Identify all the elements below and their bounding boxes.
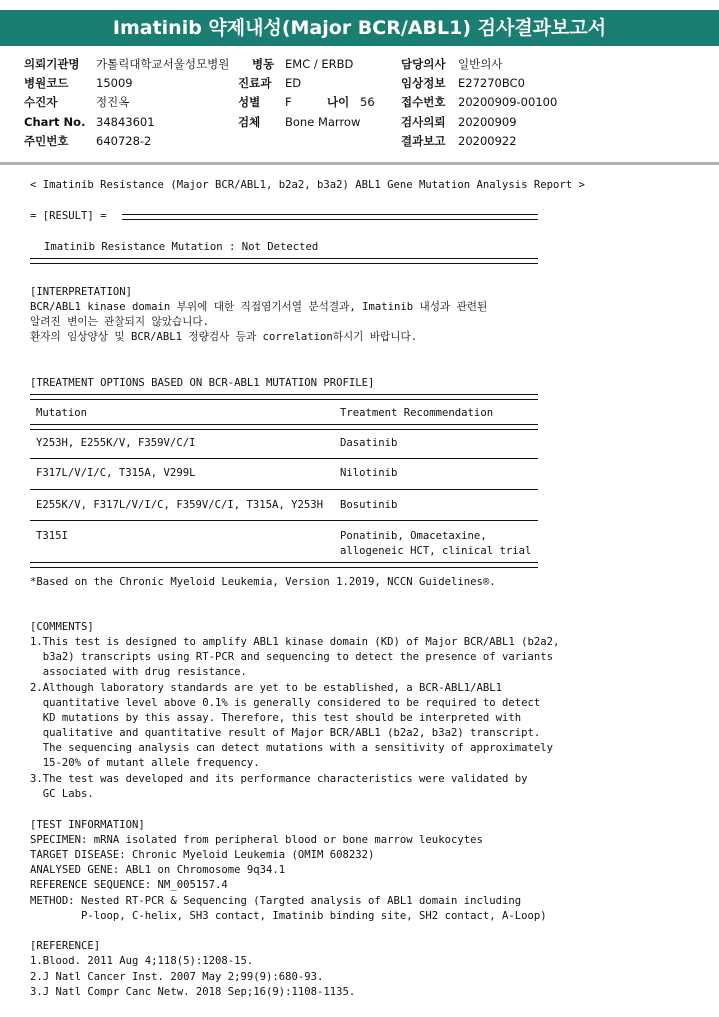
request-date-label: 검사의뢰	[401, 115, 446, 129]
ward-value: EMC / ERBD	[285, 57, 354, 71]
specimen-label: 검체	[238, 115, 261, 129]
sex-value: F	[285, 95, 292, 109]
table-row-mutation: E255K/V, F317L/V/I/C, F359V/C/I, T315A, Y253H	[36, 499, 324, 511]
table-top-rule	[30, 394, 538, 400]
report-title: Imatinib 약제내성(Major BCR/ABL1) 검사결과보고서	[0, 10, 719, 46]
table-row-treatment: Dasatinib	[340, 437, 398, 449]
institution-value: 가톨릭대학교서울성모병원	[96, 57, 230, 71]
table-header-mutation: Mutation	[36, 407, 88, 419]
department-label: 진료과	[238, 76, 272, 90]
test-info-line: METHOD: Nested RT-PCR & Sequencing (Targted analysis of ABL1 domain including	[30, 895, 522, 907]
report-date-label: 결과보고	[401, 134, 446, 148]
comment-line: associated with drug resistance.	[30, 666, 247, 678]
result-label: = [RESULT] =	[30, 210, 107, 222]
patient-label: 수진자	[24, 95, 58, 109]
physician-value: 일반의사	[458, 57, 503, 71]
accession-value: 20200909-00100	[458, 95, 558, 109]
hospital-code-label: 병원코드	[24, 76, 69, 90]
table-row-treatment: Nilotinib	[340, 467, 398, 479]
table-row-treatment: Bosutinib	[340, 499, 398, 511]
institution-label: 의뢰기관명	[24, 57, 80, 71]
request-date-value: 20200909	[458, 115, 517, 129]
table-bottom-rule	[30, 562, 538, 568]
test-info-line: TARGET DISEASE: Chronic Myeloid Leukemia (OMIM 608232)	[30, 849, 375, 861]
reference-label: [REFERENCE]	[30, 940, 101, 952]
comment-line: KD mutations by this assay. Therefore, this test should be interpreted with	[30, 712, 522, 724]
patient-value: 정진옥	[96, 95, 130, 109]
header-divider	[0, 162, 719, 165]
accession-label: 접수번호	[401, 95, 446, 109]
comment-line: b3a2) transcripts using RT-PCR and sequencing to detect the presence of variants	[30, 651, 553, 663]
interpretation-line: 환자의 임상양상 및 BCR/ABL1 정량검사 등과 correlation하시기 바랍니다.	[30, 331, 418, 343]
interpretation-line: BCR/ABL1 kinase domain 부위에 대한 직접염기서열 분석결과, Imatinib 내성과 관련된	[30, 301, 488, 313]
table-row-mutation: F317L/V/I/C, T315A, V299L	[36, 467, 196, 479]
comments-label: [COMMENTS]	[30, 621, 94, 633]
reference-line: 1.Blood. 2011 Aug 4;118(5):1208-15.	[30, 955, 254, 967]
reference-line: 2.J Natl Cancer Inst. 2007 May 2;99(9):680-93.	[30, 971, 324, 983]
table-row-mutation: T315I	[36, 530, 68, 542]
interpretation-line: 알려진 변이는 관찰되지 않았습니다.	[30, 316, 210, 328]
table-footnote: *Based on the Chronic Myeloid Leukemia, Version 1.2019, NCCN Guidelines®.	[30, 576, 496, 588]
resident-no-value: 640728-2	[96, 134, 152, 148]
table-row-divider	[30, 489, 538, 490]
hospital-code-value: 15009	[96, 76, 133, 90]
report-date-value: 20200922	[458, 134, 517, 148]
treatment-label: [TREATMENT OPTIONS BASED ON BCR-ABL1 MUTATION PROFILE]	[30, 377, 375, 389]
table-row-treatment: Ponatinib, Omacetaxine, allogeneic HCT, clinical trial	[340, 530, 532, 557]
comment-line: 15-20% of mutant allele frequency.	[30, 757, 260, 769]
report-heading: < Imatinib Resistance (Major BCR/ABL1, b2a2, b3a2) ABL1 Gene Mutation Analysis Report >	[30, 179, 585, 191]
test-info-line: P-loop, C-helix, SH3 contact, Imatinib binding site, SH2 contact, A-Loop)	[30, 910, 547, 922]
chart-no-label: Chart No.	[24, 115, 86, 129]
comment-line: qualitative and quantitative result of Major BCR/ABL1 (b2a2, b3a2) transcript.	[30, 727, 541, 739]
chart-no-value: 34843601	[96, 115, 155, 129]
test-info-line: ANALYSED GENE: ABL1 on Chromosome 9q34.1	[30, 864, 286, 876]
interpretation-label: [INTERPRETATION]	[30, 286, 133, 298]
comment-line: quantitative level above 0.1% is generally considered to be required to detect	[30, 697, 541, 709]
test-info-line: SPECIMEN: mRNA isolated from peripheral blood or bone marrow leukocytes	[30, 834, 483, 846]
test-info-line: REFERENCE SEQUENCE: NM_005157.4	[30, 879, 228, 891]
test-info-label: [TEST INFORMATION]	[30, 819, 145, 831]
department-value: ED	[285, 76, 302, 90]
comment-line: GC Labs.	[30, 788, 94, 800]
comment-line: 1.This test is designed to amplify ABL1 kinase domain (KD) of Major BCR/ABL1 (b2a2,	[30, 636, 560, 648]
sex-label: 성별	[238, 95, 261, 109]
resident-no-label: 주민번호	[24, 134, 69, 148]
table-row-mutation: Y253H, E255K/V, F359V/C/I	[36, 437, 196, 449]
clinical-info-value: E27270BC0	[458, 76, 525, 90]
table-row-divider	[30, 458, 538, 459]
comment-line: 2.Although laboratory standards are yet to be established, a BCR-ABL1/ABL1	[30, 682, 502, 694]
result-bottom-rule	[30, 258, 538, 264]
table-header-treatment: Treatment Recommendation	[340, 407, 494, 419]
specimen-value: Bone Marrow	[285, 115, 361, 129]
comment-line: The sequencing analysis can detect mutations with a sensitivity of approximately	[30, 742, 553, 754]
comment-line: 3.The test was developed and its performance characteristics were validated by	[30, 773, 528, 785]
table-header-rule	[30, 424, 538, 430]
patient-header	[0, 55, 719, 153]
result-rule	[122, 214, 538, 220]
age-label: 나이	[327, 95, 350, 109]
reference-line: 3.J Natl Compr Canc Netw. 2018 Sep;16(9):1108-1135.	[30, 986, 356, 998]
age-value: 56	[360, 95, 375, 109]
table-row-divider	[30, 520, 538, 521]
clinical-info-label: 임상정보	[401, 76, 446, 90]
ward-label: 병동	[252, 57, 275, 71]
result-text: Imatinib Resistance Mutation : Not Detected	[44, 241, 319, 253]
physician-label: 담당의사	[401, 57, 446, 71]
